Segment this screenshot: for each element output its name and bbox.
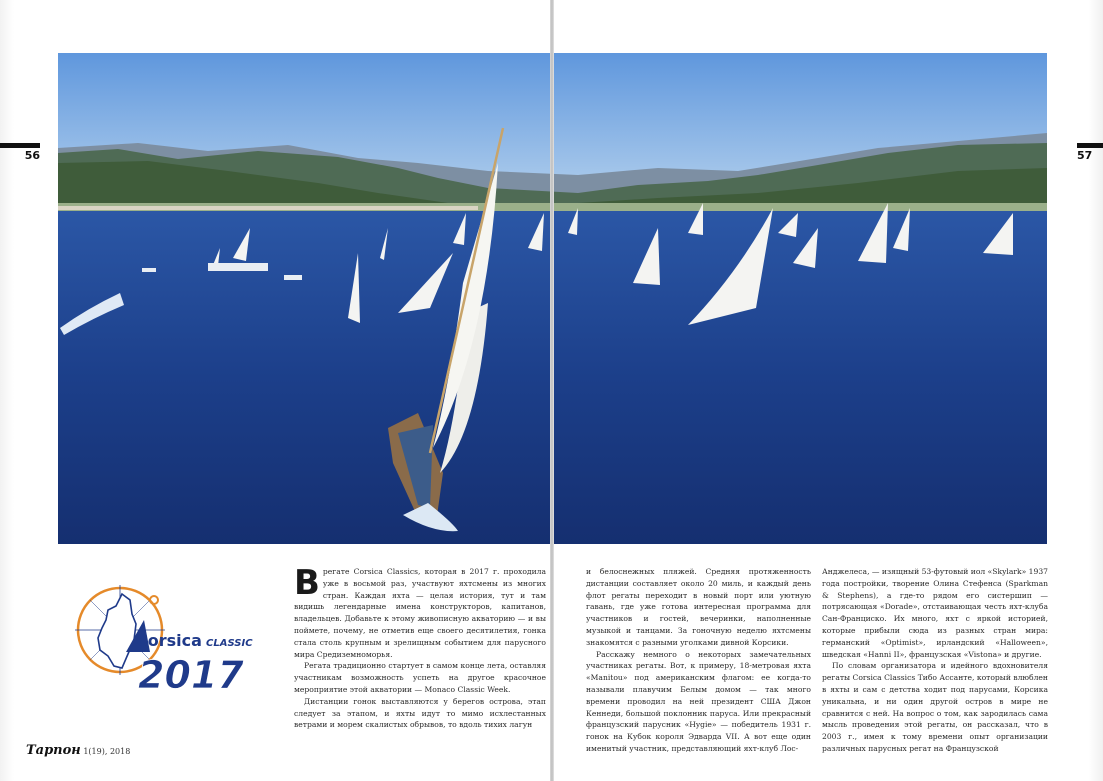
page-footer: [26, 743, 130, 758]
paragraph: Расскажу немного о некоторых замечательных участниках регаты. Вот, к примеру, 18-метровая яхта «Manitou» под американским флагом: ее когда-то называли плавучим Белым домом — так много времени проводил на ней президент США Джон Кеннеди, большой поклонник паруса. Или прекрасный французский парусник «Hygie» — победитель 1931 г. гонок на Кубок короля Эдварда VII. А вот еще один именитый участник, представляющий яхт-клуб Лос-: [586, 649, 811, 753]
page-number-left: 56: [0, 143, 40, 162]
logo-name: Corsica: [136, 631, 202, 650]
paragraph: регате Corsica Classics, которая в 2017 г. проходила уже в восьмой раз, участвуют яхтсмены из многих стран. Каждая яхта — целая история, тут и там видишь легендарные имена конструкторов, капитанов, владельцев. Добавьте к этому живописную акваторию — и вы поймете, почему, не отметив еще своего десятилетия, гонка стала столь крупным и зрелищным событием для парусного мира Средиземноморья.: [294, 567, 546, 659]
logo-word: CLASSIC: [206, 638, 253, 649]
drop-cap: В: [294, 563, 320, 603]
magazine-brand: Тарпон: [26, 743, 81, 758]
logo-year: 2017: [138, 653, 244, 697]
issue-number: 1(19), 2018: [83, 747, 131, 756]
text-column-1: [294, 563, 546, 730]
page-number-right: 57: [1077, 143, 1103, 162]
spread-gutter: [550, 0, 554, 781]
paragraph: и белоснежных пляжей. Средняя протяженность дистанции составляет около 20 миль, и каждый день флот регаты переходит в новый порт или уютную гавань, где уже готова интересная программа для участников и гостей, вечеринки, наполненные музыкой и танцами. За гоночную неделю яхтсмены знакомятся с разными уголками дивной Корсики.: [586, 567, 811, 647]
text-column-3: [822, 566, 1048, 753]
corsica-classic-logo: [70, 580, 270, 700]
paragraph: Регата традиционно стартует в самом конце лета, оставляя участникам возможность успеть на другое красочное мероприятие этой акватории — Monaco Classic Week.: [294, 661, 546, 694]
paragraph: Анджелеса, — изящный 53-футовый иол «Skylark» 1937 года постройки, творение Олина Стефенса (Sparkman & Stephens), а где-то рядом его систершип — потрясающая «Dorade», отстаивающая честь яхт-клуба Сан-Франциско. Их много, яхт с яркой историей, которые прибыли сюда из разных стран мира: германский «Optimist», ирландский «Halloween», шведская «Hanni II», французская «Vistona» и другие.: [822, 567, 1048, 659]
paragraph: Дистанции гонок выставляются у берегов острова, этап следует за этапом, и яхты идут то мимо исхлестанных ветрами и морем скалистых обрывов, то вдоль тихих лагун: [294, 696, 546, 730]
text-column-2: [586, 566, 811, 753]
paragraph: По словам организатора и идейного вдохновителя регаты Corsica Classics Тибо Ассанте, который влюблен в яхты и сам с детства ходит под парусами, Корсика уникальна, и ни один другой остров в мире не сравнится с ней. На вопрос о том, как зародилась сама мысль проведения этой регаты, он рассказал, что в 2003 г., имея к тому времени опыт организации различных парусных регат на Французской: [822, 661, 1048, 753]
